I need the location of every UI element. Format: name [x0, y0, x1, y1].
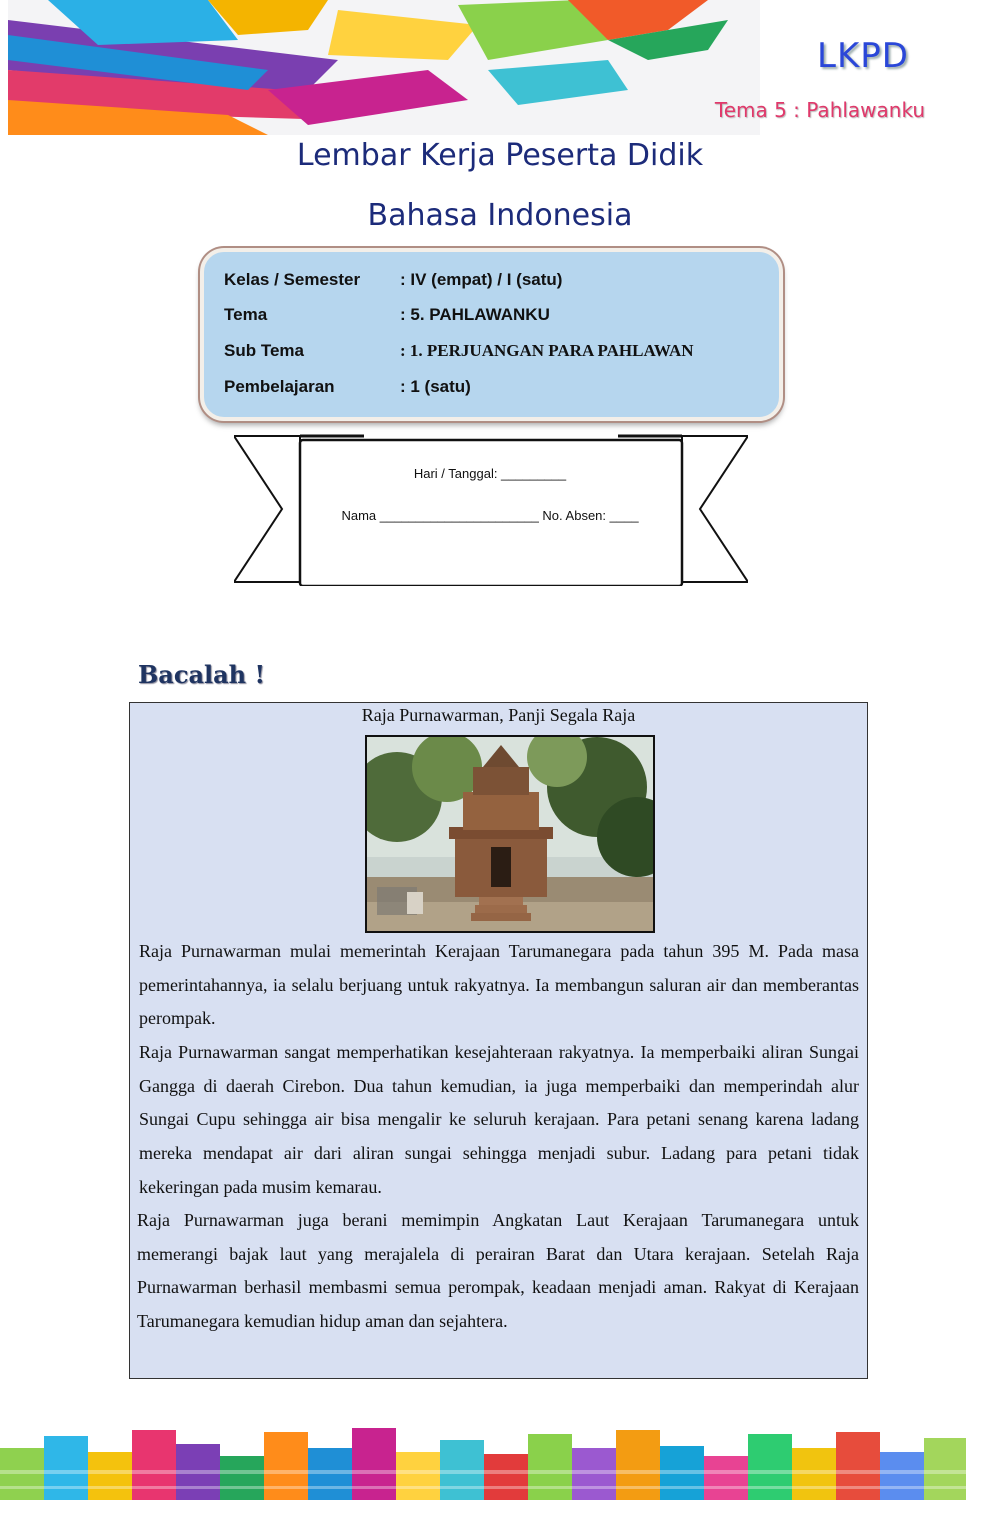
paragraph-3: Raja Purnawarman juga berani memimpin Angkatan Laut Kerajaan Tarumanegara untuk memerangi bajak laut yang merajalela di perairan Barat dan Utara kerajaan. Setelah Raja Purnawarman berhasil membasmi semua perompak, keadaan menjadi aman. Rakyat di Kerajaan Tarumanegara kemudian hidup aman dan sejahtera.: [137, 1210, 859, 1332]
date-line: Hari / Tanggal: _________: [413, 466, 567, 481]
info-label: Pembelajaran: [224, 377, 335, 396]
info-row-lesson: [224, 377, 471, 397]
story-title: Raja Purnawarman, Panji Segala Raja: [361, 705, 636, 725]
reading-box: [129, 702, 868, 1379]
lkpd-badge: LKPD: [817, 36, 909, 76]
info-label: Tema: [224, 305, 268, 324]
info-row-theme: [224, 305, 550, 325]
page-title: Lembar Kerja Peserta Didik: [296, 138, 704, 173]
name-line: Nama ______________________ No. Absen: ____: [341, 508, 639, 523]
theme-label: Tema 5 : Pahlawanku: [714, 98, 926, 122]
reading-heading: Bacalah !: [138, 660, 266, 689]
info-row-subtheme: [224, 341, 694, 361]
info-row-class: [224, 270, 562, 290]
info-value: : 5. PAHLAWANKU: [400, 305, 550, 324]
info-label: Sub Tema: [224, 341, 304, 360]
subject-title: Bahasa Indonesia: [367, 198, 633, 233]
info-label: Kelas / Semester: [224, 270, 361, 289]
paragraph-2: Raja Purnawarman sangat memperhatikan kesejahteraan rakyatnya. Ia memperbaiki aliran Sungai Gangga di daerah Cirebon. Dua tahun kemudian, ia juga memperbaiki dan memperindah alur Sungai Cupu sehingga air bisa mengalir ke seluruh kerajaan. Para petani senang karena ladang mereka mendapat air dari aliran sungai sehingga menjadi subur. Ladang para petani tidak kekeringan pada musim kemarau.: [139, 1042, 859, 1197]
info-value: : 1 (satu): [400, 377, 471, 396]
temple-photo: [365, 735, 655, 933]
decorative-banner-bottom: [0, 1408, 966, 1500]
info-value: : IV (empat) / I (satu): [400, 270, 563, 289]
decorative-banner-top: [8, 0, 760, 135]
lesson-info-box: [200, 248, 783, 421]
info-value: : 1. PERJUANGAN PARA PAHLAWAN: [400, 341, 694, 360]
paragraph-1: Raja Purnawarman mulai memerintah Kerajaan Tarumanegara pada tahun 395 M. Pada masa pemerintahannya, ia selalu berjuang untuk rakyatnya. Ia membangun saluran air dan memberantas perompak.: [139, 941, 859, 1029]
